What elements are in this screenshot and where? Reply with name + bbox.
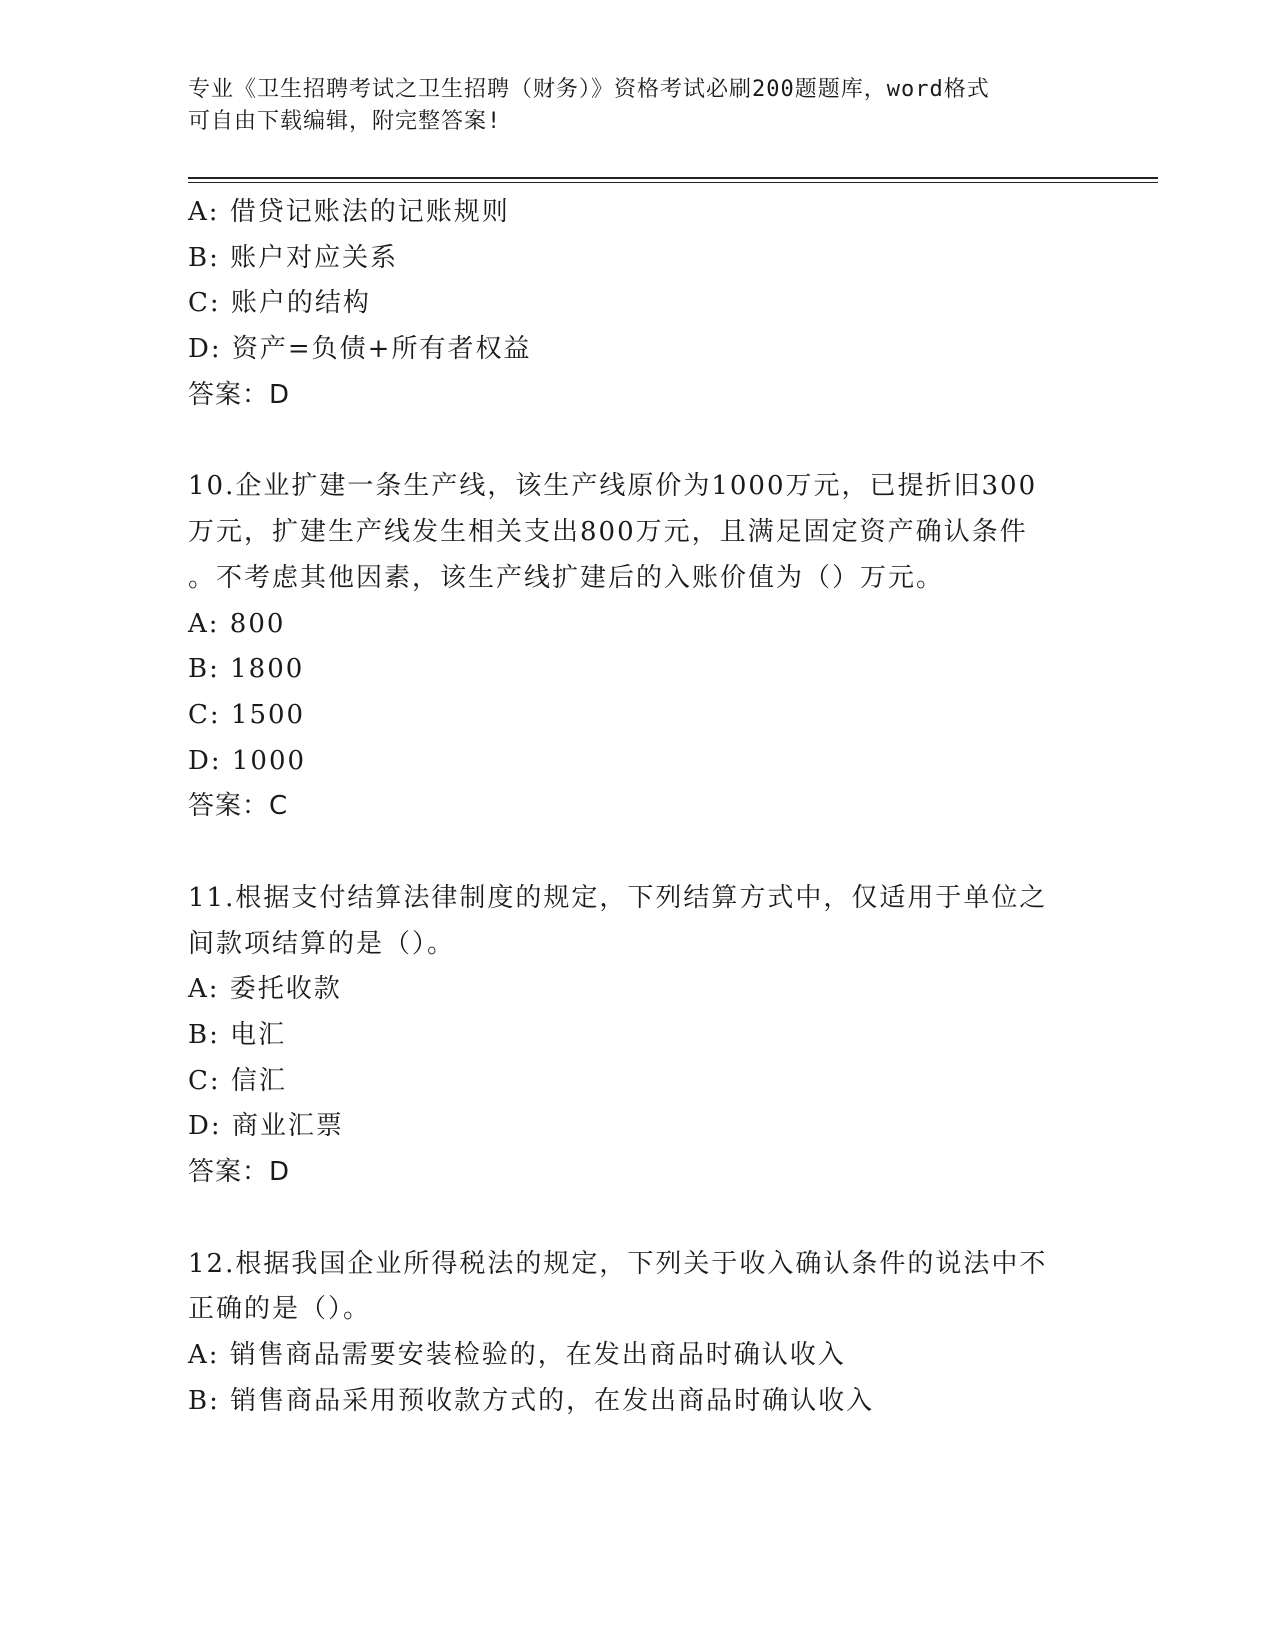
question-gap bbox=[188, 830, 1088, 876]
question-gap bbox=[188, 418, 1088, 464]
question-12-block bbox=[188, 1242, 1088, 1425]
header-divider-thin bbox=[188, 182, 1158, 183]
option-b: B: 电汇 bbox=[188, 1020, 287, 1050]
option-c: C: 账户的结构 bbox=[188, 288, 371, 319]
header-divider-thick bbox=[188, 177, 1158, 179]
option-a: A: 委托收款 bbox=[188, 974, 342, 1005]
option-d: D: 1000 bbox=[188, 745, 307, 776]
question-gap bbox=[188, 1196, 1088, 1242]
question-9-block bbox=[188, 190, 1088, 418]
option-a: A: 800 bbox=[188, 608, 286, 639]
question-10-block bbox=[188, 464, 1088, 830]
option-d: D: 商业汇票 bbox=[188, 1111, 344, 1142]
header-line-2: 可自由下载编辑，附完整答案! bbox=[188, 109, 502, 134]
answer-line: 答案：D bbox=[188, 379, 291, 410]
option-b: B: 账户对应关系 bbox=[188, 242, 399, 273]
question-stem: 间款项结算的是（）。 bbox=[188, 928, 456, 959]
document-header bbox=[188, 74, 1088, 138]
question-stem: 10.企业扩建一条生产线，该生产线原价为1000万元，已提折旧300 bbox=[188, 471, 1038, 502]
question-stem: 正确的是（）。 bbox=[188, 1294, 372, 1325]
question-list bbox=[188, 190, 1088, 1425]
question-stem: 11.根据支付结算法律制度的规定，下列结算方式中，仅适用于单位之 bbox=[188, 882, 1048, 913]
option-c: C: 1500 bbox=[188, 699, 306, 730]
option-b: B: 销售商品采用预收款方式的，在发出商品时确认收入 bbox=[188, 1385, 875, 1416]
header-line-1: 专业《卫生招聘考试之卫生招聘（财务）》资格考试必刷200题题库，word格式 bbox=[188, 77, 990, 102]
option-d: D: 资产=负债+所有者权益 bbox=[188, 334, 532, 365]
question-11-block bbox=[188, 876, 1088, 1196]
option-b: B: 1800 bbox=[188, 654, 305, 685]
answer-line: 答案：C bbox=[188, 791, 289, 822]
option-a: A: 借贷记账法的记账规则 bbox=[188, 197, 510, 227]
option-a: A: 销售商品需要安装检验的，在发出商品时确认收入 bbox=[188, 1340, 846, 1371]
question-stem: 。不考虑其他因素，该生产线扩建后的入账价值为（）万元。 bbox=[188, 562, 945, 593]
answer-line: 答案：D bbox=[188, 1157, 291, 1188]
question-stem: 12.根据我国企业所得税法的规定，下列关于收入确认条件的说法中不 bbox=[188, 1248, 1048, 1279]
option-c: C: 信汇 bbox=[188, 1065, 287, 1096]
question-stem: 万元，扩建生产线发生相关支出800万元，且满足固定资产确认条件 bbox=[188, 517, 1028, 548]
